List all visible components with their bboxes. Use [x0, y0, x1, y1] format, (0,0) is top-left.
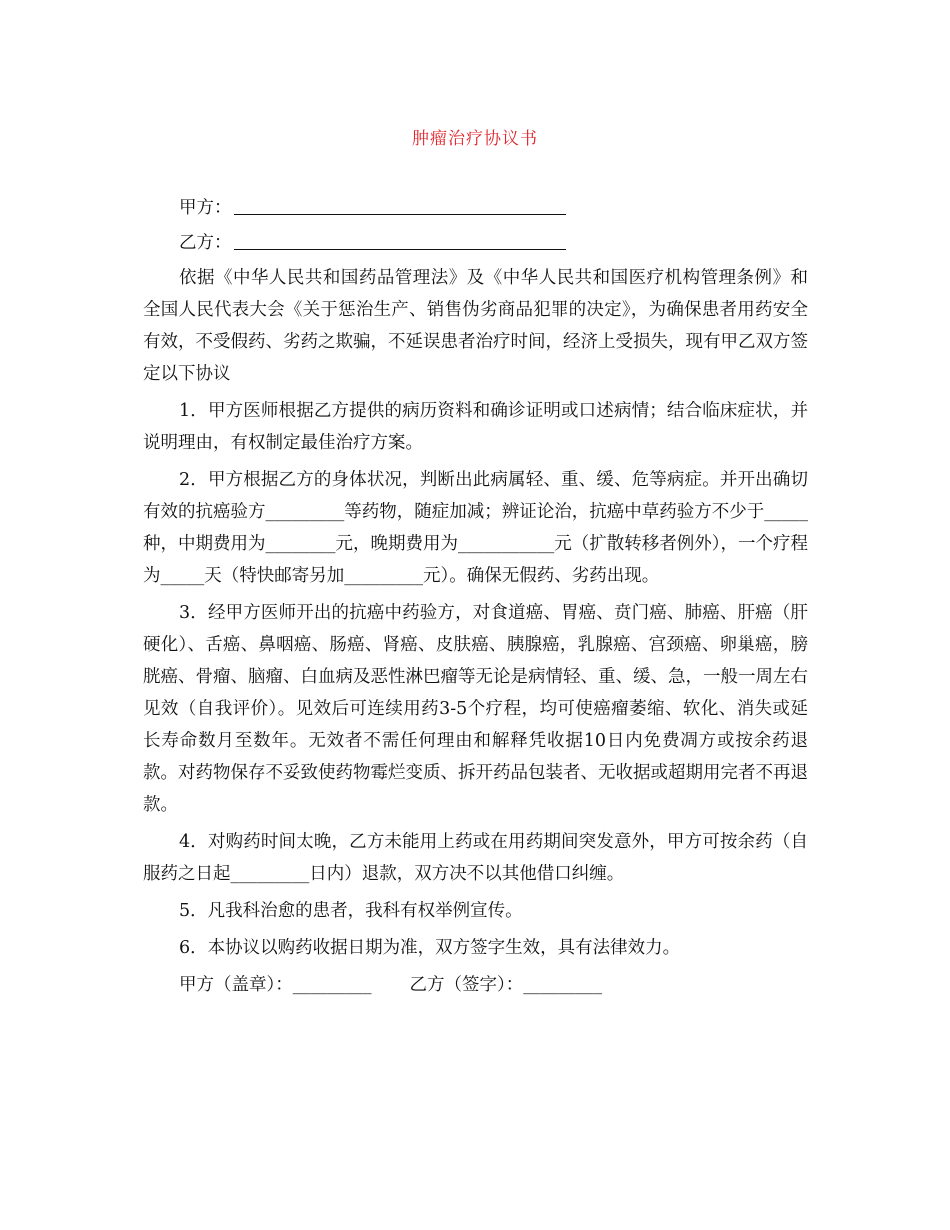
- intro-paragraph: 依据《中华人民共和国药品管理法》及《中华人民共和国医疗机构管理条例》和全国人民代表大会《关于惩治生产、销售伪劣商品犯罪的决定》，为确保患者用药安全有效，不受假药、劣药之欺骗，不延误患者治疗时间，经济上受损失，现有甲乙双方签定以下协议: [143, 268, 808, 384]
- clause-5: 5．凡我科治愈的患者，我科有权举例宣传。: [179, 901, 523, 921]
- clause-1: 1．甲方医师根据乙方提供的病历资料和确诊证明或口述病情；结合临床症状，并说明理由，有权制定最佳治疗方案。: [143, 401, 808, 453]
- party-a-label: 甲方：: [179, 198, 232, 218]
- document-body: [143, 192, 808, 1001]
- party-a-blank-line: [234, 213, 566, 215]
- party-a-row: [143, 192, 808, 224]
- clause-4: 4．对购药时间太晚，乙方未能用上药或在用药期间突发意外，甲方可按余药（自服药之日起_________日内）退款，双方决不以其他借口纠缠。: [143, 832, 808, 884]
- clause-3: 3．经甲方医师开出的抗癌中药验方，对食道癌、胃癌、贲门癌、肺癌、肝癌（肝硬化）、舌癌、鼻咽癌、肠癌、肾癌、皮肤癌、胰腺癌，乳腺癌、宫颈癌、卵巢癌，膀胱癌、骨瘤、脑瘤、白血病及恶性淋巴瘤等无论是病情轻、重、缓、急，一般一周左右见效（自我评价）。见效后可连续用药3-5个疗程，均可使癌瘤萎缩、软化、消失或延长寿命数月至数年。无效者不需任何理由和解释凭收据10日内免费凋方或按余药退款。对药物保存不妥致使药物霉烂变质、拆开药品包装者、无收据或超期用完者不再退款。: [143, 603, 808, 815]
- party-b-blank-line: [234, 248, 566, 250]
- party-b-row: [143, 227, 808, 259]
- party-b-signature: 乙方（签字）：_________: [409, 975, 602, 995]
- party-b-label: 乙方：: [179, 233, 232, 253]
- party-a-signature: 甲方（盖章）：_________: [179, 975, 372, 995]
- clause-2: 2．甲方根据乙方的身体状况，判断出此病属轻、重、缓、危等病症。并开出确切有效的抗癌验方_________等药物，随症加减；辨证论治，抗癌中草药验方不少于_____种，中期费用为________元，晚期费用为___________元（扩散转移者例外），一个疗程为_____天（特快邮寄另加_________元）。确保无假药、劣药出现。: [143, 470, 808, 586]
- signature-row: [143, 969, 808, 1001]
- document-title: 肿瘤治疗协议书: [412, 129, 538, 149]
- clause-6: 6．本协议以购药收据日期为准，双方签字生效，具有法律效力。: [179, 938, 681, 958]
